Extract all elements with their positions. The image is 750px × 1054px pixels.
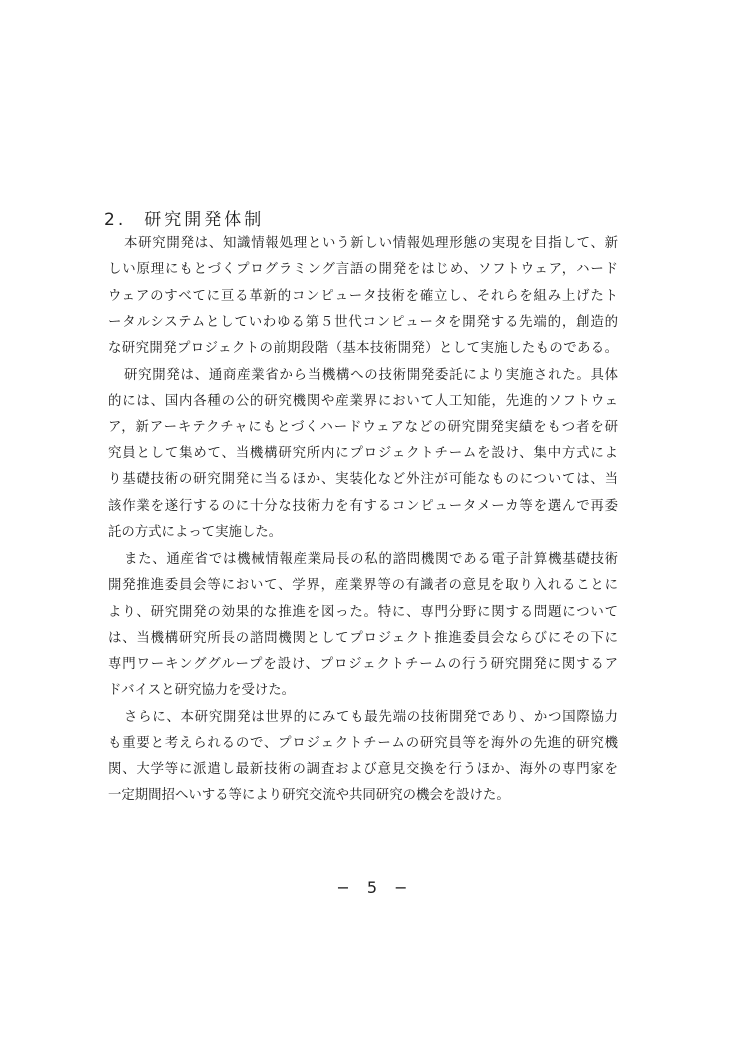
paragraph-1-line-2: しい原理にもとづくプログラミング言語の開発をはじめ、ソフトウェア，ハード <box>108 262 618 277</box>
paragraph-1-line-3: ウェアのすべてに亘る革新的コンピュータ技術を確立し、それらを組み上げたト <box>108 289 618 304</box>
paragraph-4-line-2: も重要と考えられるので、プロジェクトチームの研究員等を海外の先進的研究機 <box>108 736 618 751</box>
paragraph-2-line-1: 研究開発は、通商産業省から当機構への技術開発委託により実施された。具体 <box>124 368 618 383</box>
paragraph-2-line-2: 的には、国内各種の公的研究機関や産業界において人工知能，先進的ソフトウェ <box>108 394 618 409</box>
section-number: 2. <box>104 210 127 230</box>
paragraph-2-line-7: 託の方式によって実施した。 <box>108 525 283 540</box>
paragraph-3-line-1: また、通産省では機械情報産業局長の私的諮問機関である電子計算機基礎技術 <box>124 552 618 567</box>
section-title: 研究開発体制 <box>144 210 265 230</box>
section-heading <box>104 205 264 230</box>
paragraph-1-line-5: な研究開発プロジェクトの前期段階（基本技術開発）として実施したものである。 <box>108 341 618 356</box>
paragraph-3-line-5: 専門ワーキンググループを設け、プロジェクトチームの行う研究開発に関するア <box>108 657 618 672</box>
paragraph-2-line-5: り基礎技術の研究開発に当るほか、実装化など外注が可能なものについては、当 <box>108 472 618 487</box>
paragraph-4-line-4: 一定期間招へいする等により研究交流や共同研究の機会を設けた。 <box>108 788 510 803</box>
page-number: − 5 − <box>336 878 414 897</box>
paragraph-4-line-3: 関、大学等に派遣し最新技術の調査および意見交換を行うほか、海外の専門家を <box>108 762 618 777</box>
paragraph-4-line-1: さらに、本研究開発は世界的にみても最先端の技術開発であり、かつ国際協力 <box>124 710 618 725</box>
paragraph-3-line-6: ドバイスと研究協力を受けた。 <box>108 683 296 698</box>
paragraph-1-line-4: ータルシステムとしていわゆる第５世代コンピュータを開発する先端的，創造的 <box>108 315 618 330</box>
paragraph-2-line-6: 該作業を遂行するのに十分な技術力を有するコンピュータメーカ等を選んで再委 <box>108 499 618 514</box>
paragraph-2-line-4: 究員として集めて、当機構研究所内にプロジェクトチームを設け、集中方式によ <box>108 446 618 461</box>
paragraph-3-line-4: は、当機構研究所長の諮問機関としてプロジェクト推進委員会ならびにその下に <box>108 631 618 646</box>
paragraph-1-line-1: 本研究開発は、知識情報処理という新しい情報処理形態の実現を目指して、新 <box>124 236 618 251</box>
paragraph-3-line-3: より、研究開発の効果的な推進を図った。特に、専門分野に関する問題について <box>108 605 618 620</box>
paragraph-3-line-2: 開発推進委員会等において、学界，産業界等の有識者の意見を取り入れることに <box>108 578 618 593</box>
paragraph-2-line-3: ア，新アーキテクチャにもとづくハードウェアなどの研究開発実績をもつ者を研 <box>108 420 618 435</box>
